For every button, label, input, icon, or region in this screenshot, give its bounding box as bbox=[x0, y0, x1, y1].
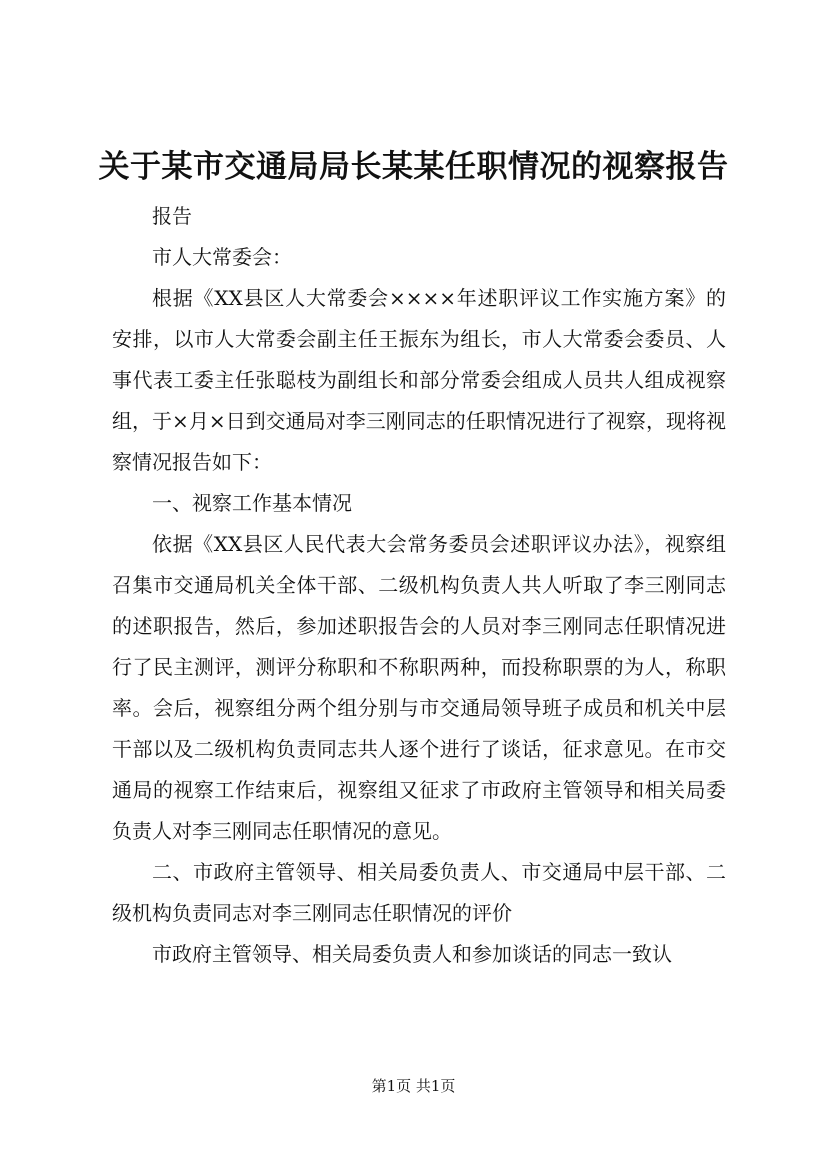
paragraph-addressee: 市人大常委会： bbox=[152, 245, 292, 269]
document-title: 关于某市交通局局长某某任职情况的视察报告 bbox=[98, 149, 729, 185]
section-heading-1: 一、视察工作基本情况 bbox=[152, 491, 352, 515]
paragraph-section-1: 依据《XX县区人民代表大会常务委员会述职评议办法》，视察组召集市交通局机关全体干部、二级机构负责人共人听取了李三刚同志的述职报告，然后，参加述职报告会的人员对李三刚同志任职情况进行了民主测评，测评分称职和不称职两种，而投称职票的为人，称职率。会后，视察组分两个组分别与市交通局领导班子成员和机关中层干部以及二级机构负责同志共人逐个进行了谈话，征求意见。在市交通局的视察工作结束后，视察组又征求了市政府主管领导和相关局委负责人对李三刚同志任职情况的意见。 bbox=[112, 532, 726, 843]
document-body bbox=[112, 196, 726, 975]
paragraph-section-2: 市政府主管领导、相关局委负责人和参加谈话的同志一致认 bbox=[152, 942, 672, 966]
section-heading-2: 二、市政府主管领导、相关局委负责人、市交通局中层干部、二级机构负责同志对李三刚同志任职情况的评价 bbox=[112, 860, 726, 925]
paragraph-report-label: 报告 bbox=[152, 204, 192, 228]
paragraph-intro: 根据《XX县区人大常委会××××年述职评议工作实施方案》的安排，以市人大常委会副主任王振东为组长，市人大常委会委员、人事代表工委主任张聪枝为副组长和部分常委会组成人员共人组成视察组，于×月×日到交通局对李三刚同志的任职情况进行了视察，现将视察情况报告如下： bbox=[112, 286, 726, 474]
page-footer: 第1页 共1页 bbox=[371, 1077, 456, 1095]
